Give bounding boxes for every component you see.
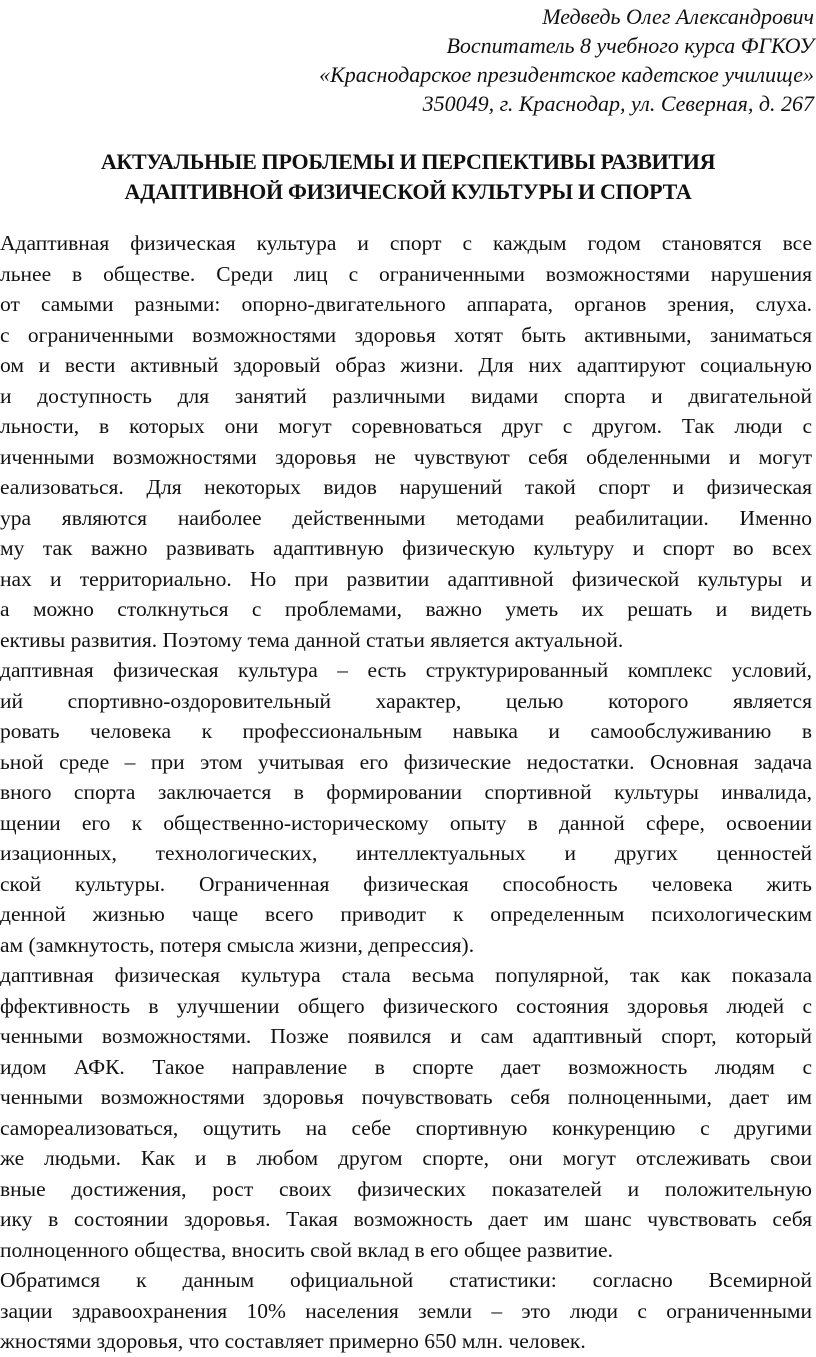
text-line: и доступность для занятий различными видами спорта и двигательной	[0, 383, 812, 408]
text-line: ьной среде – при этом учитывая его физические недостатки. Основная задача	[0, 749, 812, 774]
text-line: от самыми разными: опорно-двигательного аппарата, органов зрения, слуха.	[0, 292, 812, 316]
text-line: зации здравоохранения 10% населения земли – это люди с ограниченными	[0, 1298, 812, 1323]
text-line: му так важно развивать адаптивную физическую культуру и спорт во всех	[0, 536, 812, 560]
text-line: даптивная физическая культура – есть структурированный комплекс условий,	[0, 658, 812, 682]
paragraph	[0, 655, 812, 960]
text-line: изационных, технологических, интеллектуальных и других ценностей	[0, 841, 812, 865]
text-line: самореализоваться, ощутить на себе спортивную конкуренцию с другими	[0, 1115, 812, 1140]
text-line: Обратимся к данным официальной статистики: согласно Всемирной	[0, 1268, 812, 1292]
text-line: вные достижения, рост своих физических показателей и положительную	[0, 1176, 812, 1201]
text-line: ченными возможностями здоровья почувствовать себя полноценными, дает им	[0, 1085, 812, 1109]
text-line: еализоваться. Для некоторых видов нарушений такой спорт и физическая	[0, 475, 812, 499]
text-line: ий спортивно-оздоровительный характер, целью которого является	[0, 688, 812, 713]
text-line: с ограниченными возможностями здоровья хотят быть активными, заниматься	[0, 322, 812, 347]
text-line: а можно столкнуться с проблемами, важно уметь их решать и видеть	[0, 597, 812, 621]
article-title	[0, 147, 816, 207]
text-line: полноценного общества, вносить свой вклад в его общее развитие.	[0, 1237, 613, 1262]
author-info	[319, 2, 814, 118]
text-line: ику в состоянии здоровья. Такая возможность дает им шанс чувствовать себя	[0, 1207, 812, 1231]
text-line: даптивная физическая культура стала весьма популярной, так как показала	[0, 963, 812, 987]
text-line: денной жизнью чаще всего приводит к определенным психологическим	[0, 902, 812, 926]
text-line: иченными возможностями здоровья не чувствуют себя обделенными и могут	[0, 444, 812, 469]
text-line: идом АФК. Такое направление в спорте дает возможность людям с	[0, 1054, 812, 1079]
text-line: вного спорта заключается в формировании спортивной культуры инвалида,	[0, 780, 812, 804]
text-line: ффективность в улучшении общего физического состояния здоровья людей с	[0, 993, 812, 1018]
article-body	[0, 228, 812, 1357]
text-line: ективы развития. Поэтому тема данной статьи является актуальной.	[0, 627, 624, 652]
paragraph	[0, 1265, 812, 1357]
text-line: льности, в которых они могут соревноваться друг с другом. Так люди с	[0, 414, 812, 438]
text-line: нах и территориально. Но при развитии адаптивной физической культуры и	[0, 566, 812, 591]
text-line: жностями здоровья, что составляет примерно 650 млн. человек.	[0, 1329, 586, 1353]
text-line: ам (замкнутость, потеря смысла жизни, депрессия).	[0, 932, 475, 957]
author-institution: «Краснодарское президентское кадетское училище»	[319, 62, 814, 87]
title-line: АКТУАЛЬНЫЕ ПРОБЛЕМЫ И ПЕРСПЕКТИВЫ РАЗВИТИЯ	[100, 149, 716, 174]
author-address: 350049, г. Краснодар, ул. Северная, д. 267	[422, 91, 814, 116]
text-line: щении его к общественно-историческому опыту в данной сфере, освоении	[0, 810, 812, 835]
author-name: Медведь Олег Александрович	[542, 4, 814, 29]
title-line: АДАПТИВНОЙ ФИЗИЧЕСКОЙ КУЛЬТУРЫ И СПОРТА	[124, 179, 692, 204]
paragraph	[0, 960, 812, 1265]
text-line: Адаптивная физическая культура и спорт с каждым годом становятся все	[0, 231, 812, 255]
text-line: ской культуры. Ограниченная физическая способность человека жить	[0, 871, 812, 896]
text-line: же людьми. Как и в любом другом спорте, они могут отслеживать свои	[0, 1146, 812, 1170]
text-line: ровать человека к профессиональным навыка и самообслуживанию в	[0, 719, 812, 743]
paragraph	[0, 228, 812, 655]
text-line: ура являются наиболее действенными методами реабилитации. Именно	[0, 505, 812, 530]
text-line: льнее в обществе. Среди лиц с ограниченными возможностями нарушения	[0, 261, 812, 286]
text-line: ченными возможностями. Позже появился и сам адаптивный спорт, который	[0, 1024, 812, 1048]
author-position: Воспитатель 8 учебного курса ФГКОУ	[446, 33, 814, 58]
text-line: ом и вести активный здоровый образ жизни. Для них адаптируют социальную	[0, 353, 812, 377]
